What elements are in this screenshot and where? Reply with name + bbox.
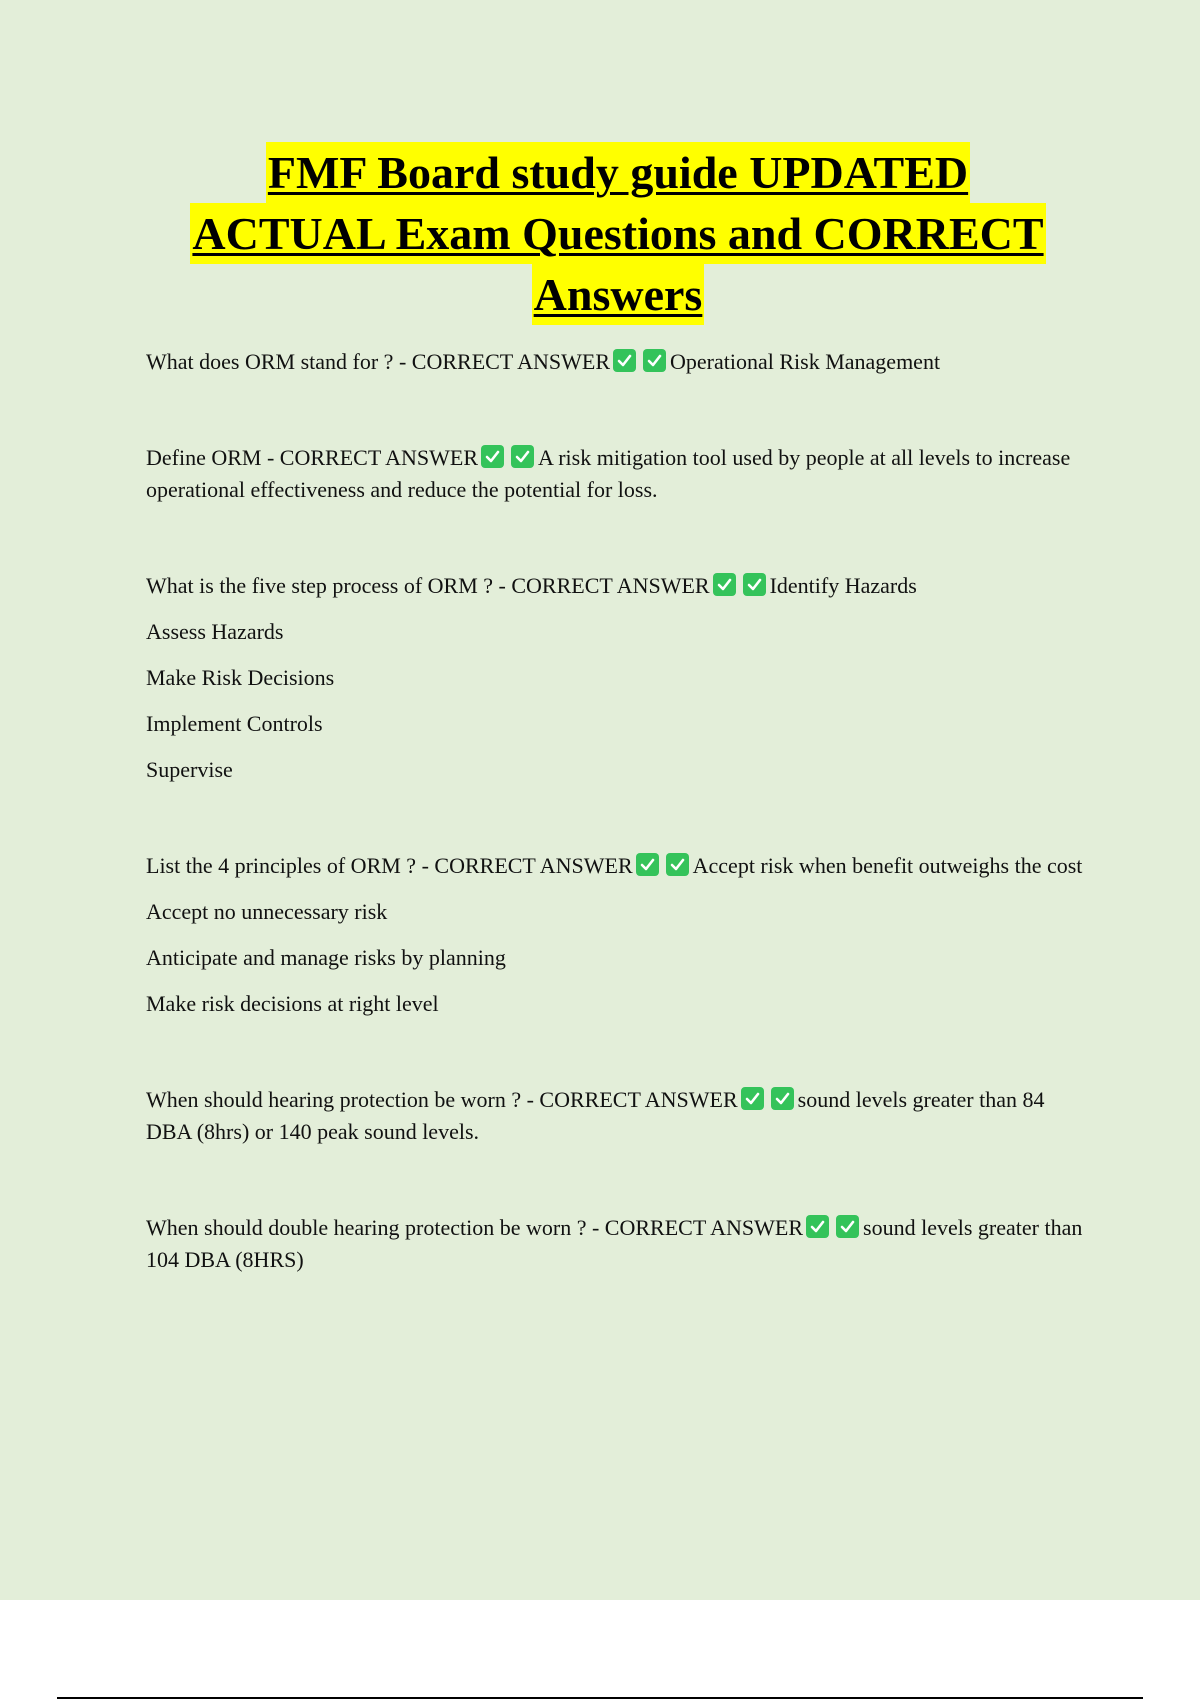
question-paragraph: [146, 850, 1086, 882]
question-paragraph: [146, 442, 1086, 506]
question-text: What is the five step process of ORM ?: [146, 573, 494, 598]
answer-list-item: Supervise: [146, 757, 233, 782]
answer-list-item: Implement Controls: [146, 711, 323, 736]
check-mark-box-icon: [806, 1215, 829, 1238]
qa-item: [146, 442, 1086, 506]
correct-answer-label: - CORRECT ANSWER: [591, 1215, 804, 1240]
title-line: Answers: [532, 264, 705, 325]
title-line: FMF Board study guide UPDATED: [266, 142, 970, 203]
qa-list: [146, 346, 1086, 1276]
check-mark-box-icon: [666, 853, 689, 876]
qa-item: [146, 1212, 1086, 1276]
check-mark-box-icon: [713, 573, 736, 596]
question-paragraph: [146, 346, 1086, 378]
correct-answer-label: - CORRECT ANSWER: [266, 445, 479, 470]
correct-answer-label: - CORRECT ANSWER: [526, 1087, 738, 1112]
check-mark-box-icon: [743, 573, 766, 596]
answer-list-item: Accept no unnecessary risk: [146, 899, 388, 924]
correct-answer-label: - CORRECT ANSWER: [498, 573, 710, 598]
answer-list-item: Anticipate and manage risks by planning: [146, 945, 506, 970]
question-paragraph: [146, 1084, 1086, 1148]
qa-item: [146, 570, 1086, 786]
answer-list-item: Assess Hazards: [146, 619, 284, 644]
answer-text: A risk mitigation tool used by people at all levels to increase operational effectiveness and reduce the potential for loss.: [146, 445, 1071, 502]
qa-item: [146, 850, 1086, 1020]
answer-text: sound levels greater than 104 DBA (8HRS): [146, 1215, 1083, 1272]
document-title: [0, 142, 1200, 325]
qa-item: [146, 1084, 1086, 1148]
check-mark-box-icon: [613, 349, 636, 372]
answer-list-item: Make risk decisions at right level: [146, 991, 439, 1016]
answer-text: Accept risk when benefit outweighs the cost: [692, 853, 1083, 878]
check-mark-box-icon: [643, 349, 666, 372]
question-text: When should hearing protection be worn ?: [146, 1087, 522, 1112]
check-mark-box-icon: [741, 1087, 764, 1110]
question-paragraph: [146, 1212, 1086, 1276]
answer-text: Operational Risk Management: [670, 349, 941, 374]
qa-item: [146, 346, 1086, 378]
check-mark-box-icon: [836, 1215, 859, 1238]
question-paragraph: [146, 570, 1086, 602]
answer-text: Identify Hazards: [769, 573, 917, 598]
check-mark-box-icon: [511, 445, 534, 468]
check-mark-box-icon: [771, 1087, 794, 1110]
answer-text: sound levels greater than 84 DBA (8hrs) or 140 peak sound levels.: [146, 1087, 1045, 1144]
question-text: When should double hearing protection be worn ?: [146, 1215, 587, 1240]
correct-answer-label: - CORRECT ANSWER: [398, 349, 611, 374]
answer-list-item: Make Risk Decisions: [146, 665, 335, 690]
question-text: What does ORM stand for ?: [146, 349, 394, 374]
question-text: Define ORM: [146, 445, 262, 470]
title-line: ACTUAL Exam Questions and CORRECT: [190, 203, 1045, 264]
check-mark-box-icon: [636, 853, 659, 876]
check-mark-box-icon: [481, 445, 504, 468]
footer-divider: [57, 1697, 1143, 1699]
correct-answer-label: - CORRECT ANSWER: [421, 853, 633, 878]
question-text: List the 4 principles of ORM ?: [146, 853, 417, 878]
